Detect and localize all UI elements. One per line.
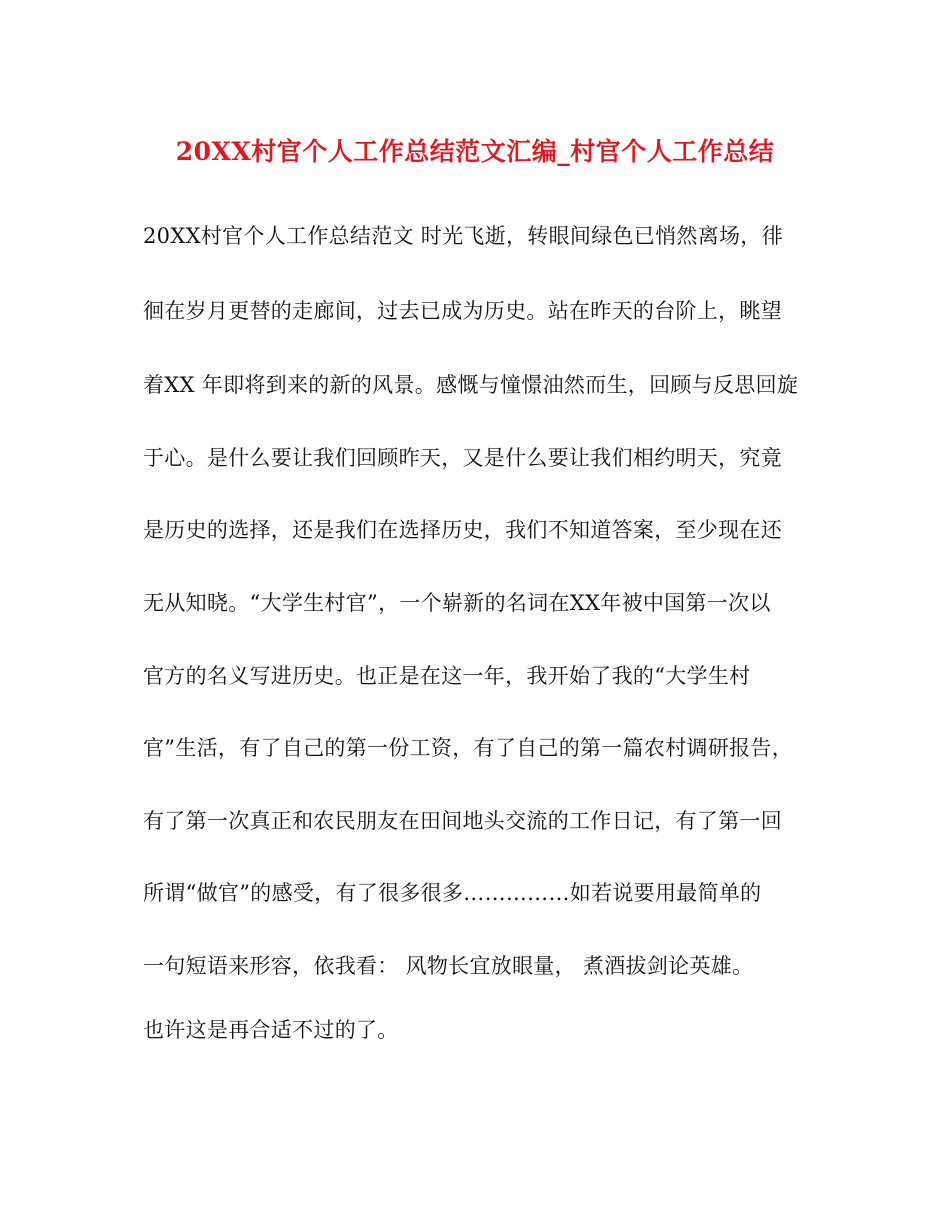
paragraph-line: 一句短语来形容，依我看： 风物长宜放眼量， 煮酒拔剑论英雄。 <box>143 954 754 978</box>
paragraph-line: 也许这是再合适不过的了。 <box>143 1018 399 1042</box>
paragraph-line: 无从知晓。“大学生村官”，一个崭新的名词在XX年被中国第一次以 <box>143 591 771 615</box>
paragraph-line: 徊在岁月更替的走廊间，过去已成为历史。站在昨天的台阶上，眺望 <box>143 299 782 323</box>
paragraph-line: 着XX 年即将到来的新的风景。感慨与憧憬油然而生，回顾与反思回旋 <box>143 373 799 397</box>
paragraph-line: 于心。是什么要让我们回顾昨天，又是什么要让我们相约明天，究竟 <box>143 446 782 470</box>
paragraph-line: 官方的名义写进历史。也正是在这一年，我开始了我的“大学生村 <box>143 664 751 688</box>
paragraph-line: 20XX村官个人工作总结范文 时光飞逝，转眼间绿色已悄然离场，徘 <box>143 224 783 248</box>
paragraph-line: 所谓“做官”的感受，有了很多很多……………如若说要用最简单的 <box>143 881 762 905</box>
paragraph-line: 官”生活，有了自己的第一份工资，有了自己的第一篇农村调研报告， <box>143 736 794 760</box>
paragraph-line: 有了第一次真正和农民朋友在田间地头交流的工作日记，有了第一回 <box>143 809 782 833</box>
paragraph-line: 是历史的选择，还是我们在选择历史，我们不知道答案，至少现在还 <box>143 518 782 542</box>
document-title: 20XX村官个人工作总结范文汇编_村官个人工作总结 <box>175 137 775 166</box>
